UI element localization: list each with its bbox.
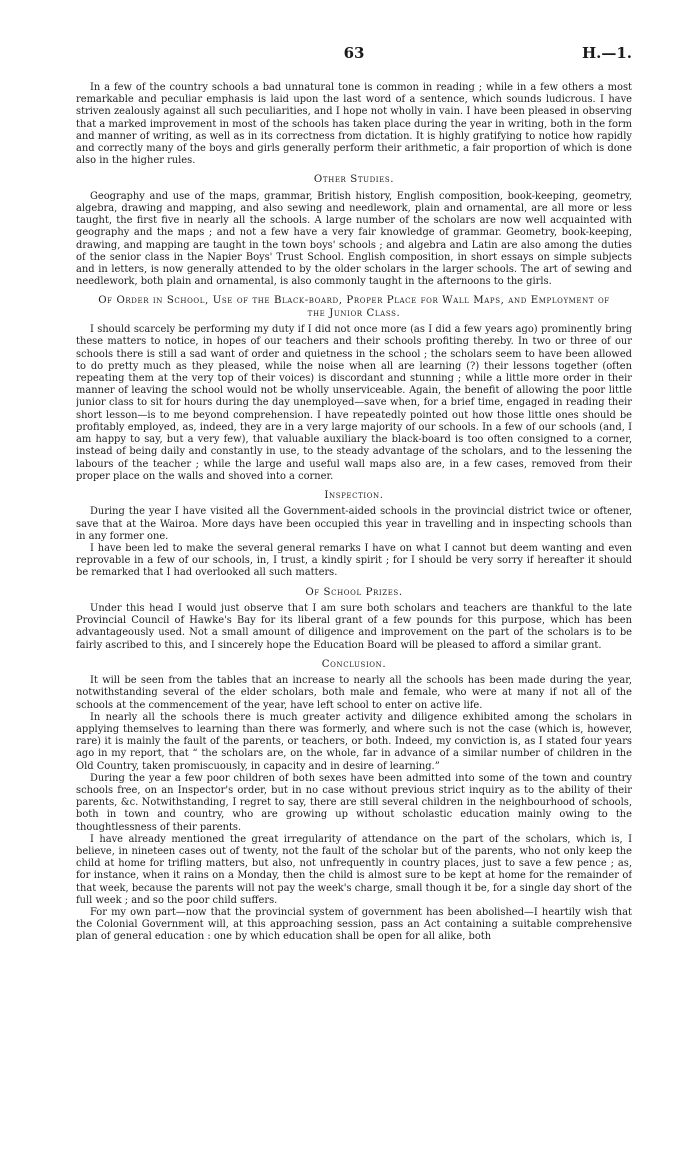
section-heading: Conclusion. — [321, 658, 387, 670]
paragraph: In nearly all the schools there is much greater activity and diligence exhibited among the scholars in applying themselves to learning than there was formerly, and where such is not the case (which is, however, rare) it is mainly the fault of the parents, or teachers, or both. Indeed, my conviction is, as I stated four years ago in my report, that “ the scholars are, on the whole, far in advance of a similar number of children in the Old Country, taken promiscuously, in capacity and in desire of learning.” — [76, 711, 632, 772]
section-heading: Inspection. — [324, 489, 384, 501]
paragraph: I should scarcely be performing my duty if I did not once more (as I did a few years ago) prominently bring these matters to notice, in hopes of our teachers and their schools profiting thereby. In two or three of our schools there is still a sad want of order and quietness in the school ; the scholars seem to have been allowed to do pretty much as they pleased, while the noise when all are learning (?) their lessons together (often repeating them at the very top of their voices) is discordant and stunning ; while a little more order in their manner of leaving the school would not be wholly unserviceable. Again, the benefit of allowing the poor little junior class to sit for hours during the day unemployed—save when, for a brief time, engaged in reading their short lesson—is to me beyond comprehension. I have repeatedly pointed out how those little ones should be profitably employed, as, indeed, they are in a very large majority of our schools. In a few of our schools (and, I am happy to say, but a very few), that valuable auxiliary the black-board is too often consigned to a corner, instead of being daily and constantly in use, to the steady advantage of the scholars, and to the lessening the labours of the teacher ; while the large and useful wall maps also are, in a few cases, removed from their proper place on the walls and shoved into a corner. — [76, 324, 632, 482]
document-page — [76, 44, 632, 1144]
paragraph: I have been led to make the several general remarks I have on what I cannot but deem wanting and even reprovable in a few of our schools, in, I trust, a kindly spirit ; for I should be very sorry if hereafter it should be remarked that I had overlooked all such matters. — [76, 542, 632, 579]
paragraph: Geography and use of the maps, grammar, British history, English composition, book-keeping, geometry, algebra, drawing and mapping, and also sewing and needlework, plain and ornamental, are all more or less taught, the first five in nearly all the schools. A large number of the scholars are now well acquainted with geography and the maps ; and not a few have a very fair knowledge of grammar. Geometry, book-keeping, drawing, and mapping are taught in the town boys' schools ; and algebra and Latin are also among the duties of the senior class in the Napier Boys' Trust School. English composition, in short essays on simple subjects and in letters, is now generally attended to by the older scholars in the larger schools. The art of sewing and needlework, both plain and ornamental, is also commonly taught in the afternoons to the girls. — [76, 190, 632, 288]
section-order-in-school — [76, 295, 632, 482]
paragraph: It will be seen from the tables that an increase to nearly all the schools has been made during the year, notwithstanding several of the elder scholars, both male and female, who were at many if not all of the schools at the commencement of the year, have left school to enter on active life. — [76, 675, 632, 711]
page-number: 63 — [343, 44, 365, 62]
paragraph: During the year I have visited all the Government-aided schools in the provincial district twice or oftener, save that at the Wairoa. More days have been occupied this year in travelling and in inspecting schools than in any former one. — [76, 506, 632, 542]
paragraph: Under this head I would just observe that I am sure both scholars and teachers are thankful to the late Provincial Council of Hawke's Bay for its liberal grant of a few pounds for this purpose, which has been advantageously used. Not a small amount of diligence and improvement on the part of the scholars is to be fairly ascribed to this, and I sincerely hope the Education Board will be pleased to afford a similar grant. — [76, 602, 632, 651]
section-heading: Of Order in School, Use of the Black-board, Proper Place for Wall Maps, and Employment of the Junior Class. — [98, 295, 610, 319]
section-reading-writing — [76, 82, 632, 167]
section-conclusion — [76, 659, 632, 944]
paragraph: I have already mentioned the great irregularity of attendance on the part of the scholars, which is, I believe, in nineteen cases out of twenty, not the fault of the scholar but of the parents, who not only keep the child at home for trifling matters, but also, not unfrequently in country places, just to save a few pence ; as, for instance, when it rains on a Monday, then the child is almost sure to be kept at home for the remainder of that week, because the parents will not pay the week's charge, small though it be, for a single day short of the full week ; and so the poor child suffers. — [76, 833, 632, 906]
paragraph: During the year a few poor children of both sexes have been admitted into some of the town and country schools free, on an Inspector's order, but in no case without previous strict inquiry as to the ability of their parents, &c. Notwithstanding, I regret to say, there are still several children in the neighbourhood of schools, both in town and country, who are growing up without scholastic education mainly owing to the thoughtlessness of their parents. — [76, 772, 632, 833]
paragraph: In a few of the country schools a bad unnatural tone is common in reading ; while in a few others a most remarkable and peculiar emphasis is laid upon the last word of a sentence, which sounds ludicrous. I have striven zealously against all such peculiarities, and I hope not wholly in vain. I have been pleased in observing that a marked improvement in most of the schools has taken place during the year in writing, both in the form and manner of writing, as well as in its correctness from dictation. It is highly gratifying to notice how rapidly and correctly many of the boys and girls generally perform their arithmetic, a fair proportion of which is done also in the higher rules. — [76, 82, 632, 167]
section-heading: Of School Prizes. — [305, 586, 403, 598]
section-other-studies — [76, 174, 632, 288]
paragraph: For my own part—now that the provincial system of government has been abolished—I heartily wish that the Colonial Government will, at this approaching session, pass an Act containing a suitable comprehensive plan of general education : one by which education shall be open for all alike, both — [76, 907, 632, 943]
section-school-prizes — [76, 587, 632, 652]
page-header — [76, 44, 632, 66]
document-reference: H.—1. — [581, 44, 632, 62]
section-heading: Other Studies. — [313, 174, 395, 186]
section-inspection — [76, 490, 632, 580]
